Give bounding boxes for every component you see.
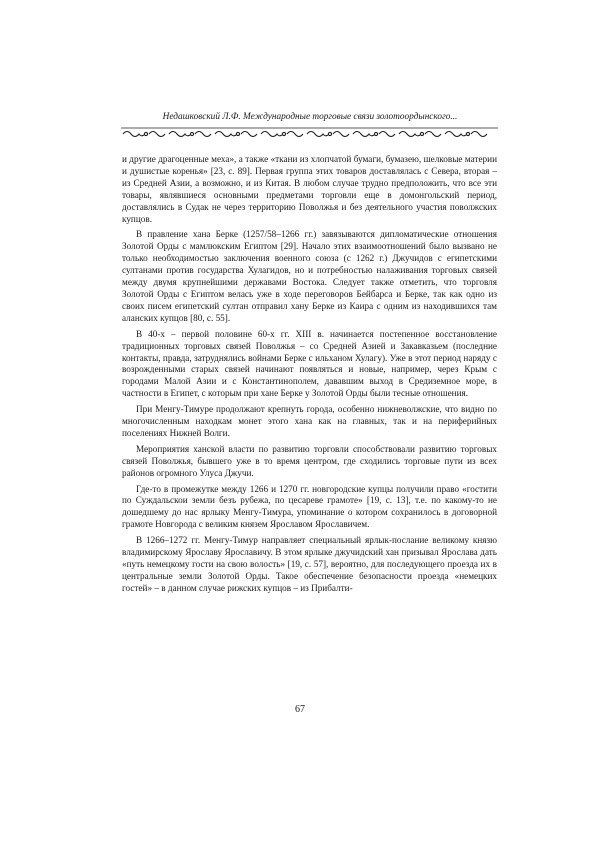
page-number: 67 xyxy=(295,704,305,715)
paragraph: Где-то в промежутке между 1266 и 1270 гг. новгородские купцы получили право «гостити по Суждальскои земли безъ рубежа, по цесареве грамоте» [19, с. 13], т.е. по какому-то не дошедшему до нас ярлыку Менгу-Тимура, упоминание о котором сохранилось в договорной грамоте Новгорода с великим князем Ярославом Ярославичем. xyxy=(122,483,497,530)
paragraph: В правление хана Берке (1257/58–1266 гг.) завязываются дипломатические отношения Золотой Орды с мамлюкским Египтом [29]. Начало этих взаимоотношений было вызвано не только необходимостью заключения военного союза (с 1262 г.) Джучидов с египетскими султанами против государства Хулагидов, но и потребностью налаживания торговых связей между двумя крупнейшими державами Востока. Следует также отметить, что торговля Золотой Орды с Египтом велась уже в ходе переговоров Бейбарса и Берке, так как одно из своих писем египетский султан отправил хану Берке из Каира с одним из находившихся там аланских купцов [80, с. 55]. xyxy=(122,229,497,323)
paragraph: Мероприятия ханской власти по развитию торговли способствовали развитию торговых связей Поволжья, бывшего уже в то время центром, где сходились торговые пути из всех районов огромного Улуса Джучи. xyxy=(122,443,497,478)
paragraph: В 1266–1272 гг. Менгу-Тимур направляет специальный ярлык-послание великому князю владимирскому Ярославу Ярославичу. В этом ярлыке джучидский хан призывал Ярослава дать «путь немецкому гости на свою волость» [19, с. 57], вероятно, для последующего проезда их в центральные земли Золотой Орды. Такое обеспечение безопасности проезда «немецких гостей» – в данном случае рижских купцов – из Прибалти- xyxy=(122,535,497,593)
running-header: Недашковский Л.Ф. Международные торговые связи золотоордынского... xyxy=(162,112,458,122)
decorative-scroll-border-icon xyxy=(121,127,498,139)
paragraph: При Менгу-Тимуре продолжают крепнуть города, особенно нижневолжские, что видно по многочисленным находкам монет этого хана как на главных, так и на периферийных поселениях Нижней Волги. xyxy=(122,404,497,438)
paragraph: В 40-х – первой половине 60-х гг. XIII в. начинается постепенное восстановление традиционных торговых связей Поволжья – со Средней Азией и Закавказьем (последние контакты, правда, затруднялись войнами Берке с ильханом Хулагу). Уже в этот период наряду с возрожденными старых связей начинают появляться и новые, например, через Крым с городами Малой Азии и с Константинополем, дававшим выход в Средиземное море, в частности в Египет, с которым при хане Берке у Золотой Орды были тесные отношения. xyxy=(122,328,497,399)
paragraph: и другие драгоценные меха», а также «ткани из хлопчатой бумаги, бумазею, шелковые материи и душистые коренья» [23, с. 89]. Первая группа этих товаров доставлялась с Севера, вторая – из Средней Азии, а возможно, и из Китая. В любом случае трудно предположить, что все эти товары, являвшиеся основными предметами торговли еще в домонгольский период, доставлялись в Судак не через территорию Поволжья и без деятельного участия поволжских купцов. xyxy=(122,154,497,224)
body-text xyxy=(122,154,497,599)
